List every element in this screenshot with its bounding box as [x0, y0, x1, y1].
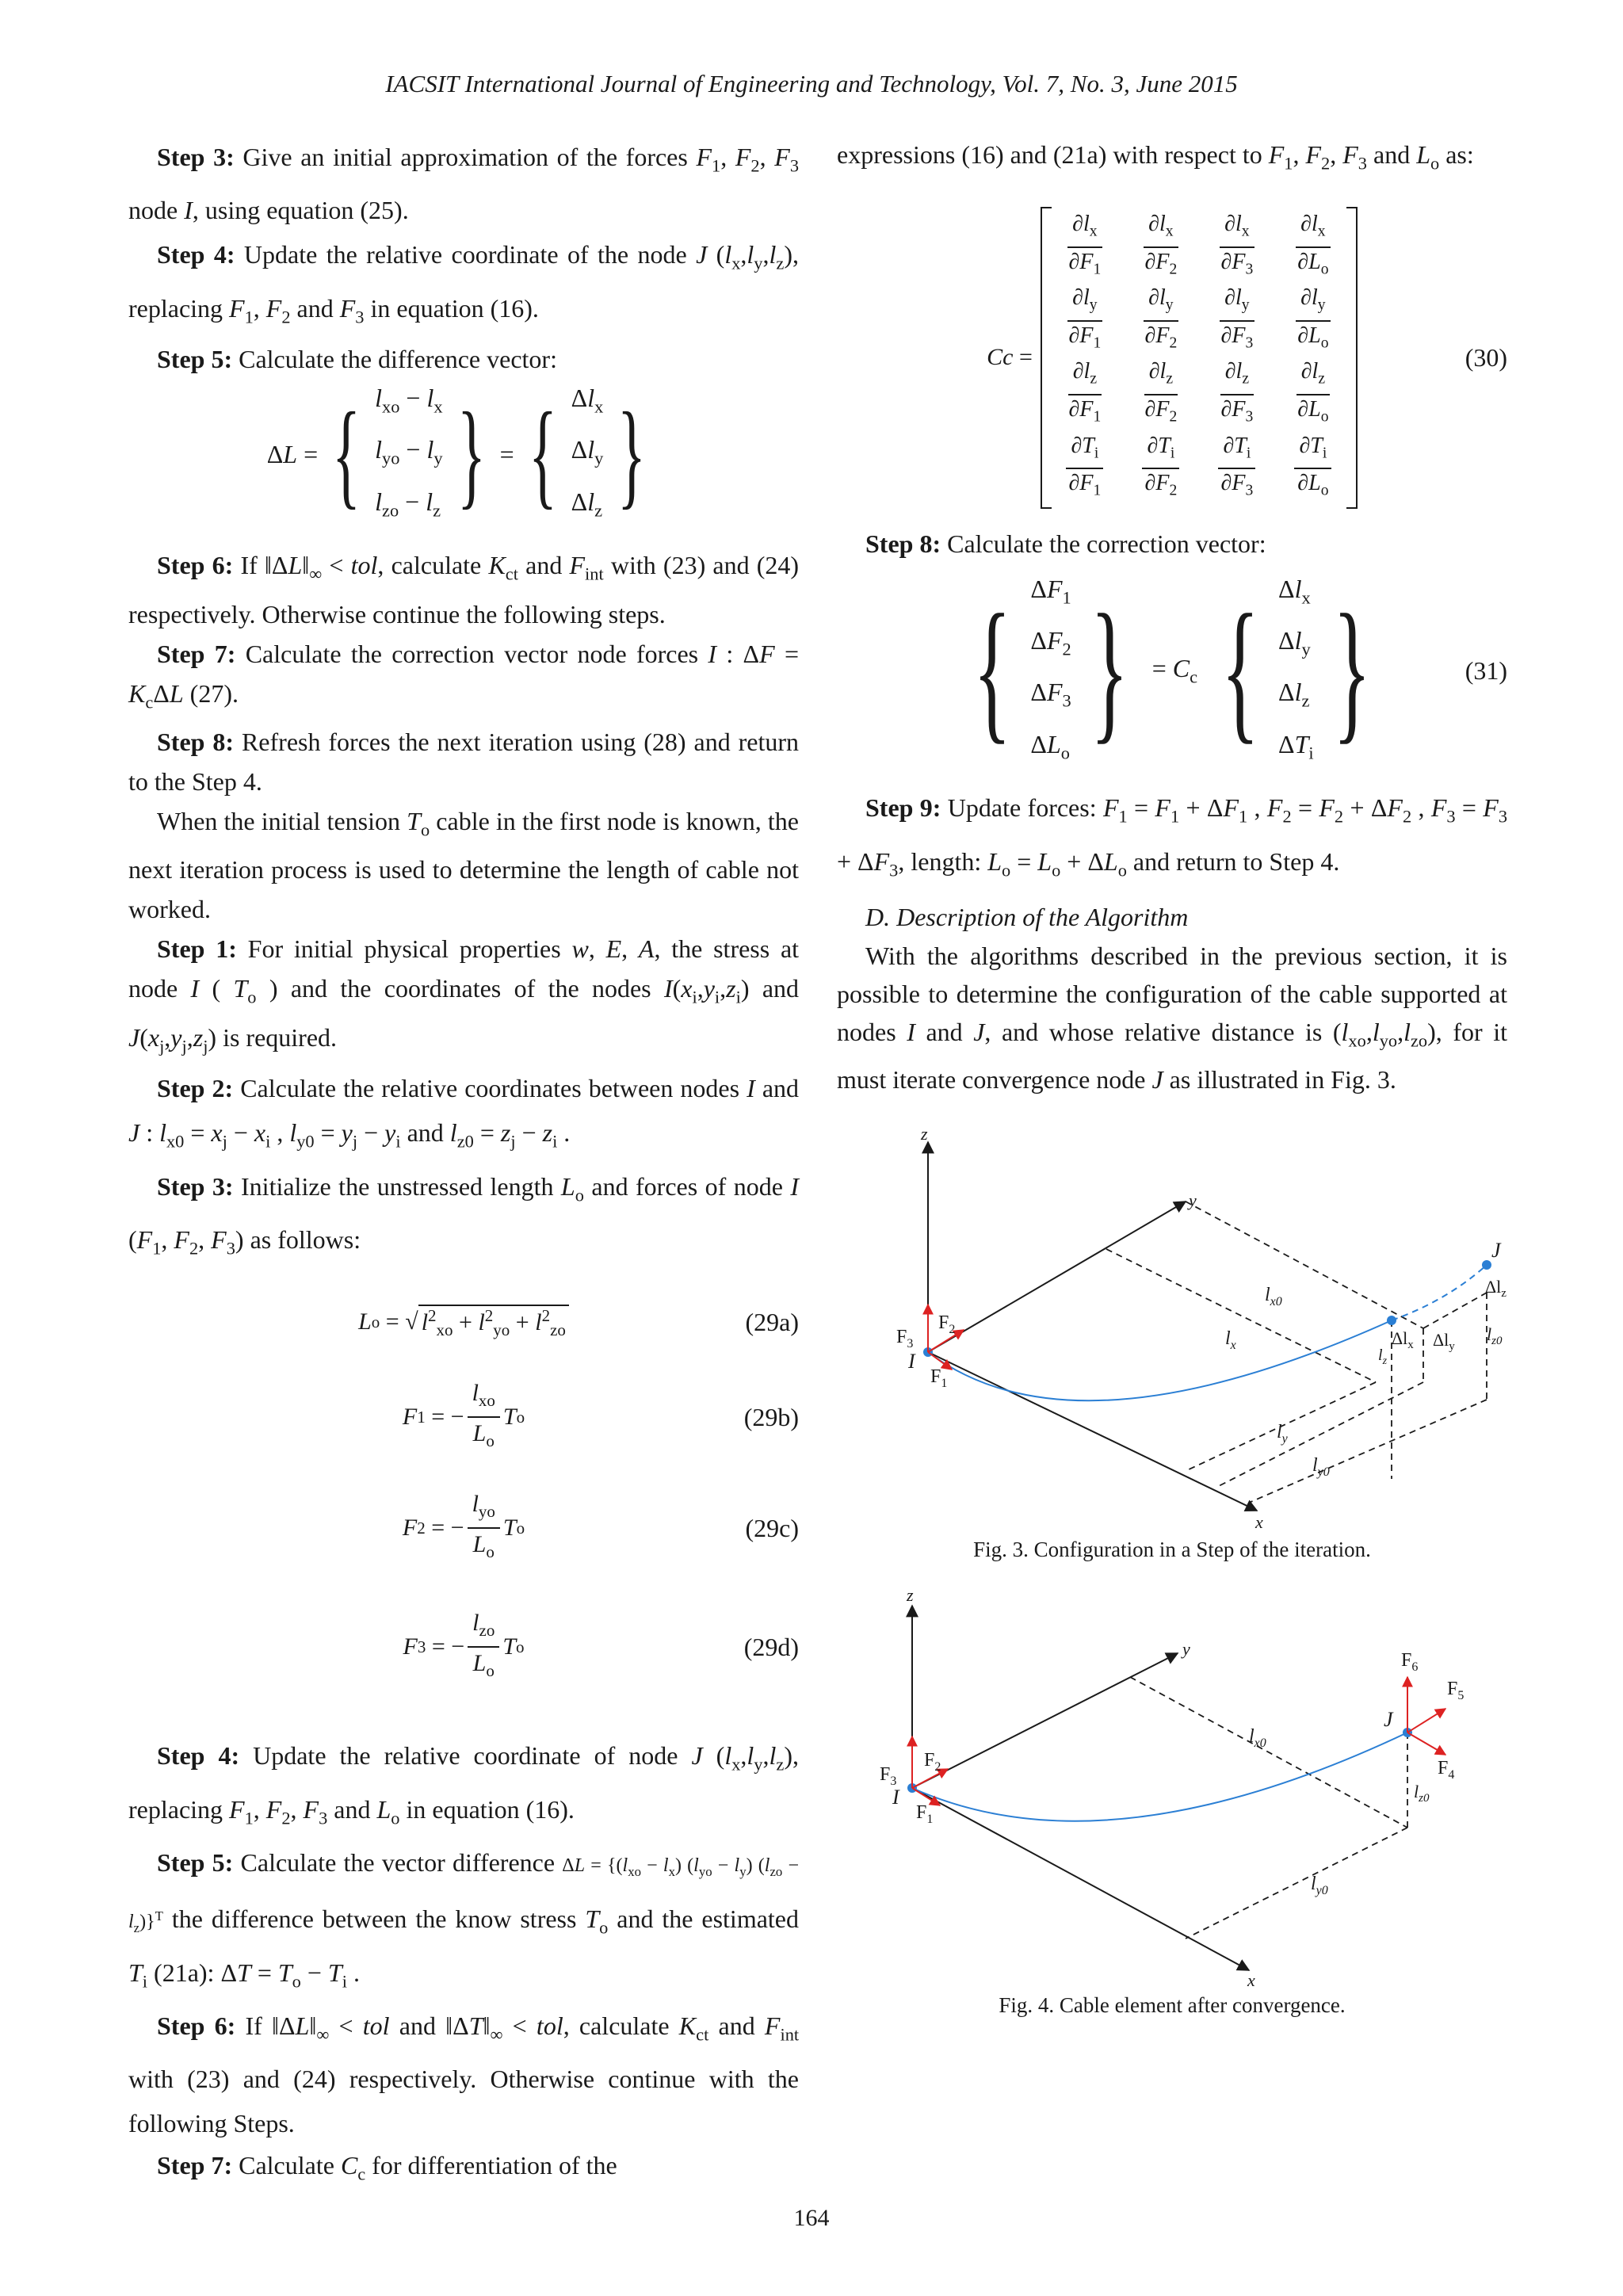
figure-4-diagram — [837, 1590, 1507, 1986]
left-column — [128, 135, 799, 2195]
svg-text:z: z — [907, 1589, 914, 1605]
b-step2-paragraph: Step 2: Calculate the relative coordinates between nodes I and J : $l_{x0} = x_j - x_i$ , $l_{y0} = y_j - y_i$ and $l_{z0} = z_j - z_i$ . — [128, 1074, 800, 1152]
svg-text:F2: $F_2$ — [938, 1312, 956, 1336]
svg-text:I: I — [908, 1349, 915, 1373]
step8-paragraph: Step 8: Refresh forces the next iteration using (28) and return to the Step 4. — [128, 727, 800, 796]
svg-text:I: I — [892, 1785, 899, 1809]
equation-29d: F 3 = − $\frac{l_{zo}}{L_o}$ T o (29d) — [128, 1587, 799, 1706]
running-header: IACSIT International Journal of Engineering and Technology, Vol. 7, No. 3, June 2015 — [385, 70, 1238, 97]
page-number: 164 — [793, 2205, 830, 2231]
svg-text:Δly: $\Delta l_y$ — [1433, 1329, 1455, 1353]
svg-text:J: J — [1491, 1238, 1501, 1262]
equation-difference-vector: ΔL = { $l_{xo} - l_x$ $l_{yo} - l_y$ $l_{zo} - l_z$ } = { $\Delta l_x$ $\Delta l_y$ $\Delta l_z$ } — [266, 384, 647, 521]
jacobian-matrix: $\frac{\partial l_x}{\partial F_1}$ $\frac{\partial l_x}{\partial F_2}$ $\frac{\partial l_x}{\partial F_3}$ $\frac{\partial l_x}{\partial L_o}$ $\frac{\partial l_y}{\partial F_1}$ $\frac{\partial l_y}{\partial F_2}$ $\frac{\partial l_y}{\partial F_3}$ $\frac{\partial l_y}{\partial L_o}$ $\frac{\partial l_z}{\partial F_1}$ $\frac{\partial l_z}{\partial F_2}$ $\frac{\partial l_z}{\partial F_3}$ $\frac{\partial l_z}{\partial L_o}$ $\frac{\partial T_i}{\partial F_1}$ $\frac{\partial T_i}{\partial F_2}$ $\frac{\partial T_i}{\partial F_3}$ $\frac{\partial T_i}{\partial L_o}$ — [1041, 207, 1358, 509]
svg-text:F5: $F_5$ — [1447, 1678, 1465, 1702]
b-step3-paragraph: Step 3: Initialize the unstressed length $L_o$ and forces of node I ($F_1$, $F_2$, $F_3$) as follows: — [128, 1171, 800, 1259]
step7-paragraph: Step 7: Calculate the correction vector node forces I : $\Delta F = K_c\Delta L$ (27). — [128, 639, 800, 712]
continuation-paragraph: expressions (16) and (21a) with respect to $F_1$, $F_2$, $F_3$ and $L_o$ as: — [837, 140, 1474, 174]
step5-paragraph: Step 5: Calculate the difference vector: — [157, 345, 557, 374]
figure-3 — [837, 1130, 1507, 1566]
svg-text:y: y — [1189, 1190, 1197, 1210]
svg-text:F1: $F_1$ — [916, 1801, 934, 1826]
b-step5-paragraph: Step 5: Calculate the vector difference $\Delta L = \{(l_{xo} - l_x) (l_{yo} - l_y) (l_{zo} - l_z)\}^T$ the difference between the know stress $T_o$ and the estimated $T_i$ (21a): $\Delta T = T_o - T_i$ . — [128, 1848, 800, 1992]
b-step1-paragraph: Step 1: For initial physical properties w, E, A, the stress at node I ( $T_o$ ) and the coordinates of the nodes $I(x_i,y_i,z_i)$ and $J(x_j,y_j,z_j)$ is required. — [128, 934, 800, 1056]
step6-paragraph: Step 6: If $‖\Delta L‖_\infty$ < tol, calculate $K_{ct}$ and $F_{int}$ with (23) and (24) respectively. Otherwise continue the following steps. — [128, 551, 800, 628]
svg-text:ly0: $l_{y0}$ — [1311, 1873, 1328, 1897]
initial-tension-paragraph: When the initial tension $T_o$ cable in the first node is known, the next iteration process is used to determine the length of cable not worked. — [128, 806, 800, 924]
equation-29c: F 2 = − $\frac{l_{yo}}{L_o}$ T o (29c) — [128, 1469, 799, 1587]
svg-text:x: x — [1255, 1511, 1263, 1530]
figure-4 — [837, 1590, 1507, 2018]
svg-text:z: z — [921, 1129, 928, 1144]
b-step7-paragraph: Step 7: Calculate $C_c$ for differentiation of the — [157, 2151, 617, 2184]
svg-text:lx: $l_x$ — [1225, 1328, 1236, 1352]
svg-text:F2: $F_2$ — [924, 1749, 941, 1774]
b-step4-paragraph: Step 4: Update the relative coordinate of node J $(l_x,l_y,l_z)$, replacing $F_1$, $F_2$, $F_3$ and $L_o$ in equation (16). — [128, 1741, 799, 1828]
step3-paragraph: Step 3: Give an initial approximation of the forces $F_1$, $F_2$, $F_3$ node I, using equation (25). — [128, 143, 800, 225]
svg-text:F4: $F_4$ — [1438, 1757, 1455, 1782]
section-title: D. Description of the Algorithm — [865, 903, 1189, 932]
svg-text:ly: $l_y$ — [1277, 1421, 1288, 1446]
svg-text:lz: $l_z$ — [1378, 1346, 1388, 1367]
figure-3-diagram — [837, 1130, 1507, 1530]
svg-text:ly0: $l_{y0}$ — [1312, 1454, 1330, 1479]
step4-paragraph: Step 4: Update the relative coordinate of the node J $(l_x,l_y,l_z)$, replacing $F_1$, $F_2$ and $F_3$ in equation (16). — [128, 240, 799, 327]
description-paragraph: With the algorithms described in the previous section, it is possible to determine the configuration of the cable supported at nodes I and J, and whose relative distance is $(l_{xo},l_{yo},l_{zo})$, for it must iterate convergence node J as illustrated in Fig. 3. — [837, 942, 1507, 1094]
svg-text:F1: $F_1$ — [930, 1366, 948, 1390]
svg-text:F6: $F_6$ — [1401, 1649, 1419, 1674]
svg-text:lz0: $l_{z0}$ — [1414, 1781, 1430, 1805]
right-column — [837, 135, 1507, 2018]
figure-4-caption: Fig. 4. Cable element after convergence. — [999, 1992, 1346, 2017]
svg-text:lx0: $l_{x0}$ — [1265, 1284, 1282, 1308]
figure-3-caption: Fig. 3. Configuration in a Step of the iteration. — [973, 1537, 1371, 1561]
equation-30: Cc = $\frac{\partial l_x}{\partial F_1}$ $\frac{\partial l_x}{\partial F_2}$ $\frac{\partial l_x}{\partial F_3}$ $\frac{\partial l_x}{\partial L_o}$ $\frac{\partial l_y}{\partial F_1}$ $\frac{\partial l_y}{\partial F_2}$ $\frac{\partial l_y}{\partial F_3}$ $\frac{\partial l_y}{\partial L_o}$ $\frac{\partial l_z}{\partial F_1}$ $\frac{\partial l_z}{\partial F_2}$ $\frac{\partial l_z}{\partial F_3}$ $\frac{\partial l_z}{\partial L_o}$ $\frac{\partial T_i}{\partial F_1}$ $\frac{\partial T_i}{\partial F_2}$ $\frac{\partial T_i}{\partial F_3}$ $\frac{\partial T_i}{\partial L_o}$ (30) — [837, 207, 1507, 508]
r-step9-paragraph: Step 9: Update forces: $F_1 = F_1 + \Delta F_1$ , $F_2 = F_2 + \Delta F_2$ , $F_3 = F_3 + \Delta F_3$, length: $L_o = L_o + \Delta L_o$ and return to Step 4. — [837, 793, 1508, 881]
svg-text:y: y — [1182, 1638, 1190, 1659]
r-step8-paragraph: Step 8: Calculate the correction vector: — [865, 529, 1266, 559]
svg-text:F3: $F_3$ — [880, 1763, 897, 1788]
svg-text:F3: $F_3$ — [896, 1326, 914, 1350]
svg-text:Δlz: $\Delta l_z$ — [1485, 1276, 1507, 1300]
equation-31: { $\Delta F_1$ $\Delta F_2$ $\Delta F_3$ $\Delta L_o$ } = $C_c$ { $\Delta l_x$ $\Delta l_y$ $\Delta l_z$ $\Delta T_i$ } (31) — [973, 574, 1507, 763]
svg-text:Δlx: $\Delta l_x$ — [1392, 1328, 1414, 1351]
svg-text:lz0: $l_{z0}$ — [1487, 1324, 1503, 1347]
svg-text:J: J — [1384, 1707, 1393, 1731]
svg-text:lx0: $l_{x0}$ — [1249, 1725, 1266, 1750]
svg-text:x: x — [1247, 1969, 1255, 1986]
b-step6-paragraph: Step 6: If $‖\Delta L‖_\infty$ < tol and $‖\Delta T‖_\infty$ < tol, calculate $K_{ct}$ and $F_{int}$ with (23) and (24) respectively. Otherwise continue with the following Steps. — [128, 2011, 800, 2138]
equation-29a: L o = √ $l^2_{xo} + l^2_{yo} + l^2_{zo}$ (29a) — [358, 1305, 799, 1339]
equation-29b: F 1 = − $\frac{l_{xo}}{L_o}$ T o (29b) — [128, 1366, 799, 1469]
